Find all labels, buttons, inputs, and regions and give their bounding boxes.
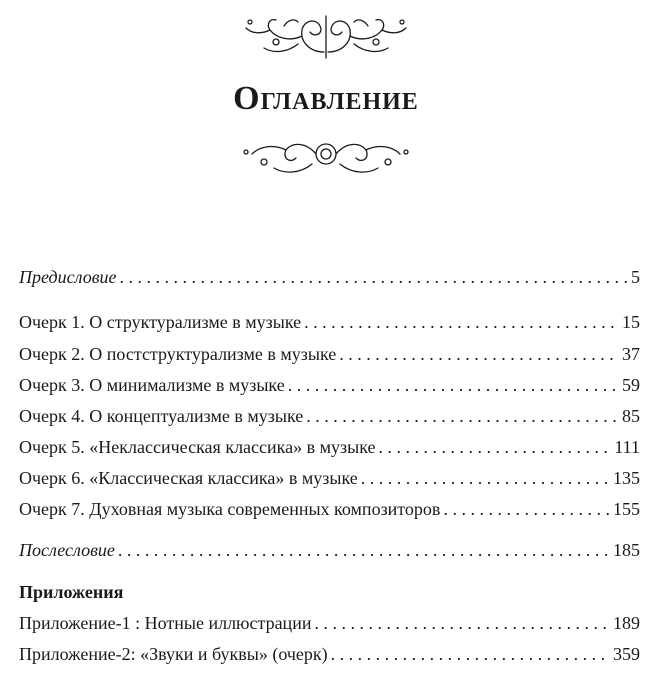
- dot-leader: [120, 263, 628, 291]
- dot-leader: [304, 308, 619, 336]
- toc-entry-preface[interactable]: [19, 263, 640, 291]
- toc-entry-label: Предисловие: [19, 267, 117, 287]
- dot-leader: [339, 340, 619, 368]
- toc-entry-page: 85: [622, 406, 640, 426]
- dot-leader: [331, 640, 610, 668]
- toc-entry-appendix-1[interactable]: [19, 609, 640, 637]
- bottom-ornament-icon: [240, 130, 412, 180]
- toc-entry-label: Очерк 5. «Неклассическая классика» в музыке: [19, 437, 376, 457]
- page-title: Оглавление: [233, 80, 419, 117]
- dot-leader: [361, 464, 610, 492]
- dot-leader: [379, 433, 612, 461]
- dot-leader: [443, 495, 610, 523]
- toc-entry-appendix-2[interactable]: [19, 640, 640, 668]
- toc-entry-label: Приложение-1 : Нотные иллюстрации: [19, 613, 312, 633]
- toc-entry-afterword[interactable]: [19, 536, 640, 564]
- toc-entry-label: Очерк 6. «Классическая классика» в музыке: [19, 468, 358, 488]
- toc-entry-page: 59: [622, 375, 640, 395]
- toc-entry-label: Очерк 4. О концептуализме в музыке: [19, 406, 304, 426]
- toc-entry-page: 185: [613, 540, 640, 560]
- toc-entry-essay-1[interactable]: [19, 308, 640, 336]
- appendices-heading: Приложения: [19, 582, 124, 602]
- toc-entry-page: 15: [622, 312, 640, 332]
- dot-leader: [306, 402, 619, 430]
- toc-entry-essay-4[interactable]: [19, 402, 640, 430]
- toc-entry-page: 37: [622, 344, 640, 364]
- toc-entry-label: Очерк 1. О структурализме в музыке: [19, 312, 302, 332]
- top-ornament-icon: [240, 12, 412, 62]
- toc-entry-essay-3[interactable]: [19, 371, 640, 399]
- dot-leader: [314, 609, 610, 637]
- toc-entry-label: Приложение-2: «Звуки и буквы» (очерк): [19, 644, 328, 664]
- toc-entry-label: Очерк 7. Духовная музыка современных композиторов: [19, 499, 441, 519]
- toc-entry-label: Очерк 3. О минимализме в музыке: [19, 375, 285, 395]
- toc-entry-page: 189: [613, 613, 640, 633]
- toc-entry-essay-5[interactable]: [19, 433, 640, 461]
- toc-entry-page: 111: [614, 437, 640, 457]
- toc-entry-page: 359: [613, 644, 640, 664]
- dot-leader: [288, 371, 619, 399]
- toc-entry-essay-6[interactable]: [19, 464, 640, 492]
- toc-entry-essay-7[interactable]: [19, 495, 640, 523]
- toc-entry-label: Очерк 2. О постструктурализме в музыке: [19, 344, 337, 364]
- toc-entry-essay-2[interactable]: [19, 340, 640, 368]
- dot-leader: [118, 536, 610, 564]
- toc-entry-page: 5: [631, 267, 640, 287]
- toc-entry-page: 135: [613, 468, 640, 488]
- toc-entry-label: Послесловие: [19, 540, 115, 560]
- toc-entry-page: 155: [613, 499, 640, 519]
